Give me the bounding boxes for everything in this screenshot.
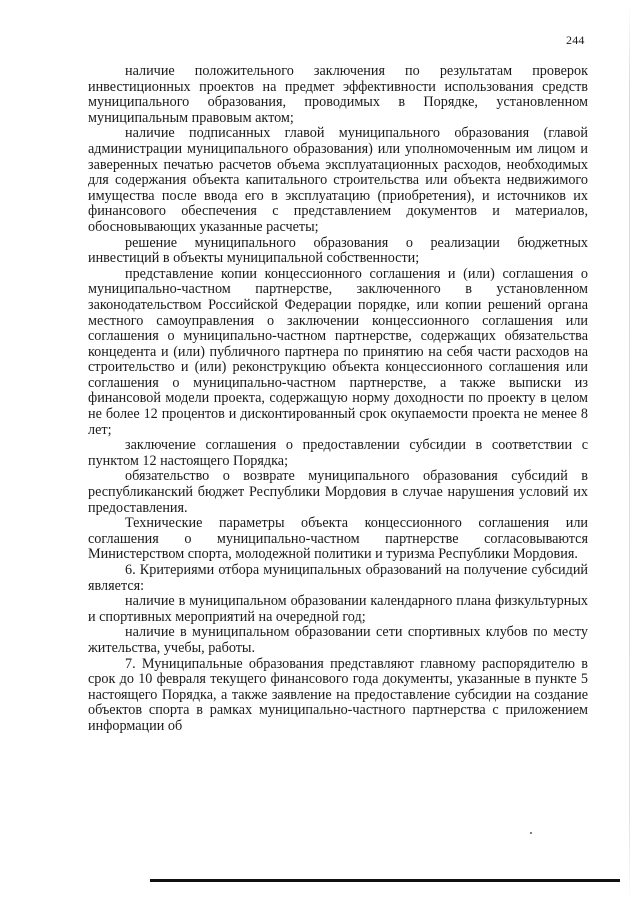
document-body [88, 64, 588, 735]
paragraph-subsidy-agreement: заключение соглашения о предоставлении субсидии в соответствии с пунктом 12 настоящего Порядка; [88, 437, 588, 469]
scan-speck [530, 832, 532, 834]
paragraph-concession-agreement: представление копии концессионного соглашения и (или) соглашения о муниципально-частном партнерстве, заключенного в установленном законодательством Российской Федерации порядке, или копии решений органа местного самоуправления о заключении концессионного соглашения или соглашения о муниципально-частном партнерстве, содержащих обязательства концедента и (или) публичного партнера по принятию на себя части расходов на строительство и (или) реконструкцию объекта концессионного соглашения или соглашения о муниципально-частном партнерстве, а также выписки из финансовой модели проекта, содержащую норму доходности по проекту в целом не более 12 процентов и дисконтированный срок окупаемости проекта не менее 8 лет; [88, 265, 588, 438]
paragraph-events-calendar: наличие в муниципальном образовании календарного плана физкультурных и спортивных мероприятий на очередной год; [88, 593, 588, 625]
paragraph-technical-parameters: Технические параметры объекта концессионного соглашения или соглашения о муниципально-частном партнерстве согласовываются Министерством спорта, молодежной политики и туризма Республики Мордовия. [88, 515, 588, 563]
page-number: 244 [566, 33, 585, 47]
paragraph-documents-submission: 7. Муниципальные образования представляют главному распорядителю в срок до 10 февраля текущего финансового года документы, указанные в пункте 5 настоящего Порядка, а также заявление на предоставление субсидии на создание объектов спорта в рамках муниципально-частного партнерства с приложением информации об [88, 655, 588, 734]
paragraph-selection-criteria: 6. Критериями отбора муниципальных образований на получение субсидий является: [88, 562, 588, 594]
paragraph-operating-costs: наличие подписанных главой муниципального образования (главой администрации муниципального образования) или уполномоченным им лицом и заверенных печатью расчетов объема эксплуатационных расходов, необходимых для содержания объекта капитального строительства или объекта недвижимого имущества после ввода его в эксплуатацию (приобретения), и источников их финансового обеспечения с представлением документов и материалов, обосновывающих указанные расчеты; [88, 125, 588, 235]
paragraph-positive-conclusion: наличие положительного заключения по результатам проверок инвестиционных проектов на предмет эффективности использования средств муниципального образования, проводимых в Порядке, установленном муниципальным правовым актом; [88, 63, 588, 126]
footer-rule [150, 879, 620, 882]
scan-edge-shadow [629, 0, 630, 905]
paragraph-investment-decision: решение муниципального образования о реализации бюджетных инвестиций в объекты муниципальной собственности; [88, 234, 588, 267]
paragraph-refund-obligation: обязательство о возврате муниципального образования субсидий в республиканский бюджет Республики Мордовия в случае нарушения условий их предоставления. [88, 468, 588, 516]
paragraph-sports-clubs: наличие в муниципальном образовании сети спортивных клубов по месту жительства, учебы, работы. [88, 624, 588, 656]
